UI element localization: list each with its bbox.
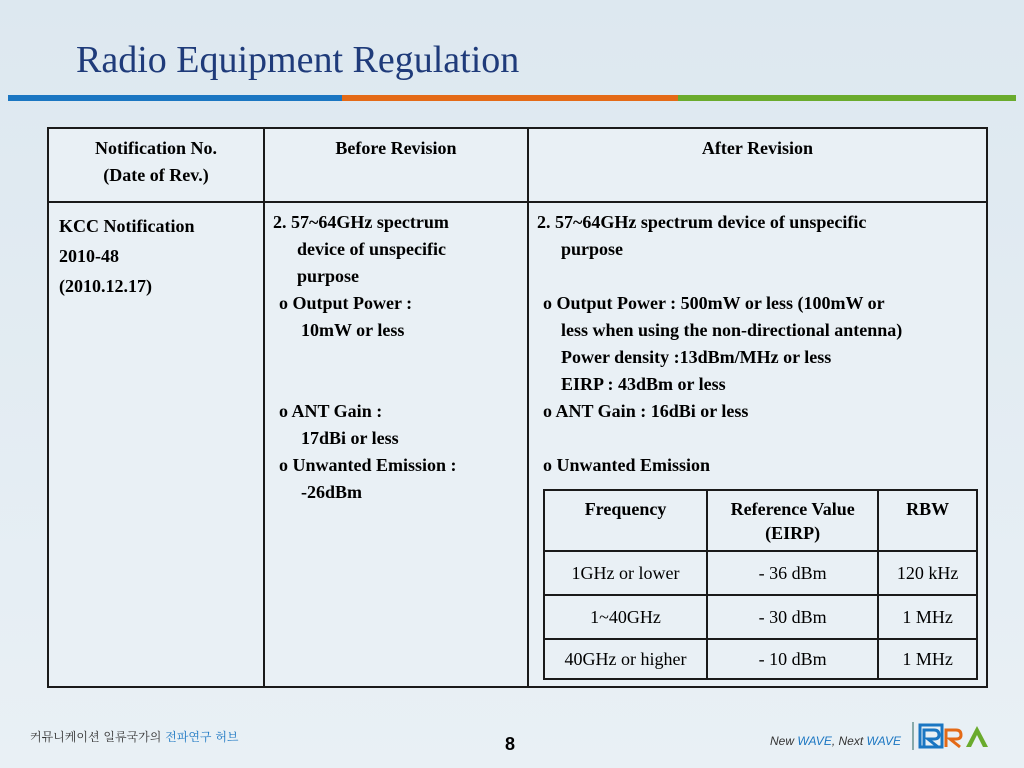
emission-header-reference: Reference Value (EIRP) bbox=[707, 490, 878, 551]
emission-cell: 1 MHz bbox=[878, 595, 977, 639]
header-after-revision: After Revision bbox=[528, 128, 987, 202]
emission-cell: 1~40GHz bbox=[544, 595, 707, 639]
emission-cell: - 10 dBm bbox=[707, 639, 878, 679]
page-number: 8 bbox=[505, 734, 516, 754]
table-row bbox=[48, 202, 987, 687]
title-rule-orange bbox=[342, 95, 678, 101]
emission-cell: 120 kHz bbox=[878, 551, 977, 595]
emission-cell: 1 MHz bbox=[878, 639, 977, 679]
emission-header-frequency: Frequency bbox=[544, 490, 707, 551]
before-revision-cell: 2. 57~64GHz spectrum device of unspecific purpose o Output Power : 10mW or less o ANT Gain : 17dBi or less o Unwanted Emission : -26dBm bbox=[264, 202, 528, 687]
footer-tagline: 커뮤니케이션 일류국가의 전파연구 허브 bbox=[30, 730, 239, 744]
slide-title: Radio Equipment Regulation bbox=[76, 39, 520, 81]
header-row bbox=[48, 128, 987, 202]
table-row bbox=[544, 639, 977, 679]
header-notification: Notification No. (Date of Rev.) bbox=[48, 128, 264, 202]
table-row bbox=[544, 595, 977, 639]
emission-header-row bbox=[544, 490, 977, 551]
header-before-revision: Before Revision bbox=[264, 128, 528, 202]
regulation-table bbox=[47, 127, 988, 688]
rra-logo bbox=[912, 722, 996, 750]
footer-slogan: New WAVE, Next WAVE bbox=[770, 734, 902, 748]
notification-cell: KCC Notification 2010-48 (2010.12.17) bbox=[48, 202, 264, 687]
emission-cell: - 30 dBm bbox=[707, 595, 878, 639]
rra-logo-icon bbox=[914, 722, 996, 750]
table-row bbox=[544, 551, 977, 595]
title-rule-blue bbox=[8, 95, 342, 101]
emission-cell: 40GHz or higher bbox=[544, 639, 707, 679]
emission-header-rbw: RBW bbox=[878, 490, 977, 551]
after-revision-cell: 2. 57~64GHz spectrum device of unspecific purpose o Output Power : 500mW or less (100mW or less when using the non-directional antenna) Power density :13dBm/MHz or less EIRP : 43dBm or less o ANT Gain : 16dBi or less o Unwanted Emission Frequency Reference Value (EIRP) RBW 1GHz or lower - 36 dBm 120 kHz 1~40GHz - 30 dBm 1 MHz 40GHz or higher - 10 dBm 1 MHz bbox=[528, 202, 987, 687]
emission-cell: - 36 dBm bbox=[707, 551, 878, 595]
title-rule-green bbox=[678, 95, 1016, 101]
emission-cell: 1GHz or lower bbox=[544, 551, 707, 595]
emission-table bbox=[543, 489, 978, 680]
